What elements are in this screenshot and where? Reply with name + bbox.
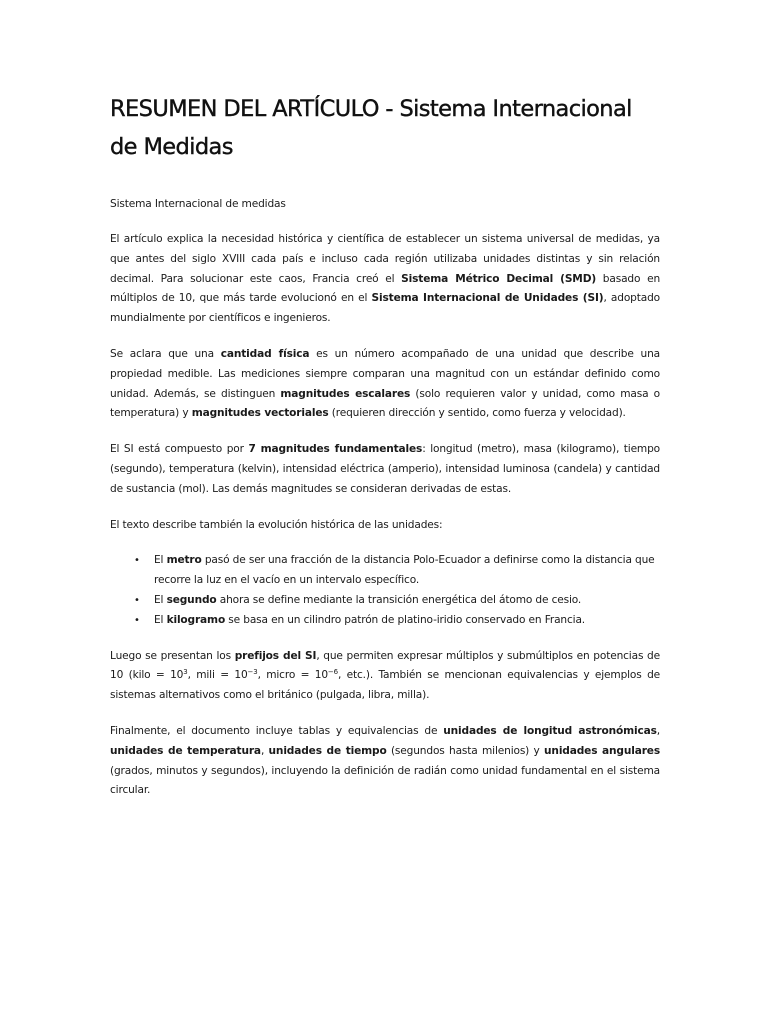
p6-bold-angulares: unidades angulares (544, 744, 661, 757)
p2-text-d: (solo requieren valor y unidad, como masa o temperatura) y (110, 387, 660, 420)
paragraph-3 (110, 440, 660, 499)
p5-sup-kilo: 3 (183, 668, 188, 677)
paragraph-1 (110, 230, 660, 329)
p1-bold-smd: Sistema Métrico Decimal (SMD) (401, 272, 597, 285)
p2-text-e: (requieren dirección y sentido, como fuerza y velocidad). (328, 407, 626, 420)
p6-bold-longitud: unidades de longitud astronómicas (443, 724, 657, 737)
bullet-glyph: • (134, 614, 140, 626)
p5-text-e: , micro = 10 (257, 669, 328, 682)
p6-text-a: Finalmente, el documento incluye tablas y equivalencias de (110, 724, 444, 737)
li2-bold: segundo (166, 593, 217, 606)
p2-text-a: Se aclara que una (110, 347, 221, 360)
paragraph-4: El texto describe también la evolución histórica de las unidades: (110, 518, 443, 531)
p2-bold-cantidad: cantidad física (220, 347, 310, 360)
p3-text-c: : longitud (metro), masa (kilogramo), tiempo (segundo), temperatura (kelvin), intensidad eléctrica (amperio), intensidad luminosa (candela) y cantidad de sustancia (mol). Las demás magnitudes se consideran derivadas de estas. (110, 443, 661, 495)
li3-text-c: se basa en un cilindro patrón de platino-iridio conservado en Francia. (225, 613, 586, 626)
li1-bold: metro (166, 554, 202, 567)
paragraph-5 (110, 647, 660, 706)
bullet-glyph: • (134, 555, 140, 567)
li2-text-c: ahora se define mediante la transición energética del átomo de cesio. (216, 593, 582, 606)
p1-bold-si: Sistema Internacional de Unidades (SI) (371, 292, 604, 305)
bullet-glyph: • (134, 594, 140, 606)
li2-text-a: El (154, 593, 167, 606)
p6-text-e: (segundos hasta milenios) y (386, 744, 545, 757)
p5-text-c: , que permiten expresar múltiplos y submúltiplos en potencias de 10 (kilo = 10 (110, 649, 660, 682)
p1-text-d: , adoptado mundialmente por científicos e ingenieros. (110, 292, 660, 325)
p5-sup-micro: −6 (327, 668, 338, 677)
li3-bold: kilogramo (166, 613, 226, 626)
p6-bold-tiempo: unidades de tiempo (268, 744, 387, 757)
p1-text-c: basado en múltiplos de 10, que más tarde evolucionó en el (110, 272, 661, 305)
p2-bold-escalares: magnitudes escalares (280, 387, 411, 400)
list-item (134, 611, 660, 631)
p6-text-d: , (260, 744, 269, 757)
p2-text-c: es un número acompañado de una unidad que describe una propiedad medible. Las mediciones siempre comparan una magnitud con un estándar definido como unidad. Además, se distinguen (110, 347, 660, 400)
section-subtitle: Sistema Internacional de medidas (110, 198, 286, 210)
p6-text-c: , (656, 724, 660, 737)
p6-bold-temperatura: unidades de temperatura (110, 744, 261, 757)
li3-text-a: El (154, 613, 167, 626)
p2-bold-vectoriales: magnitudes vectoriales (191, 407, 329, 420)
paragraph-6 (110, 722, 660, 801)
p6-text-f: (grados, minutos y segundos), incluyendo la definición de radián como unidad fundamental en el sistema circular. (110, 764, 660, 797)
units-history-list (110, 551, 660, 630)
page-title: RESUMEN DEL ARTÍCULO - Sistema Internacional de Medidas (110, 96, 632, 160)
li1-text-c: pasó de ser una fracción de la distancia Polo-Ecuador a definirse como la distancia que recorre la luz en el vacío en un intervalo específico. (154, 554, 655, 587)
p5-sup-mili: −3 (247, 668, 258, 677)
p5-bold-prefijos: prefijos del SI (234, 649, 317, 662)
paragraph-2 (110, 345, 660, 424)
p5-text-f: , etc.). También se mencionan equivalencias y ejemplos de sistemas alternativos como el británico (pulgada, libra, milla). (110, 669, 661, 702)
p5-text-a: Luego se presentan los (110, 649, 235, 662)
li1-text-a: El (154, 554, 167, 567)
p3-text-a: El SI está compuesto por (110, 443, 249, 456)
p3-bold-magnitudes: 7 magnitudes fundamentales (248, 443, 423, 456)
document-page (110, 90, 660, 817)
p1-text-a: El artículo explica la necesidad histórica y científica de establecer un sistema universal de medidas, ya que antes del siglo XVIII cada país e incluso cada región utilizaba unidades distintas y sin relación decimal. Para solucionar este caos, Francia creó el (110, 233, 660, 285)
p5-text-d: , mili = 10 (187, 669, 248, 682)
list-item (134, 551, 660, 591)
list-item (134, 591, 660, 611)
